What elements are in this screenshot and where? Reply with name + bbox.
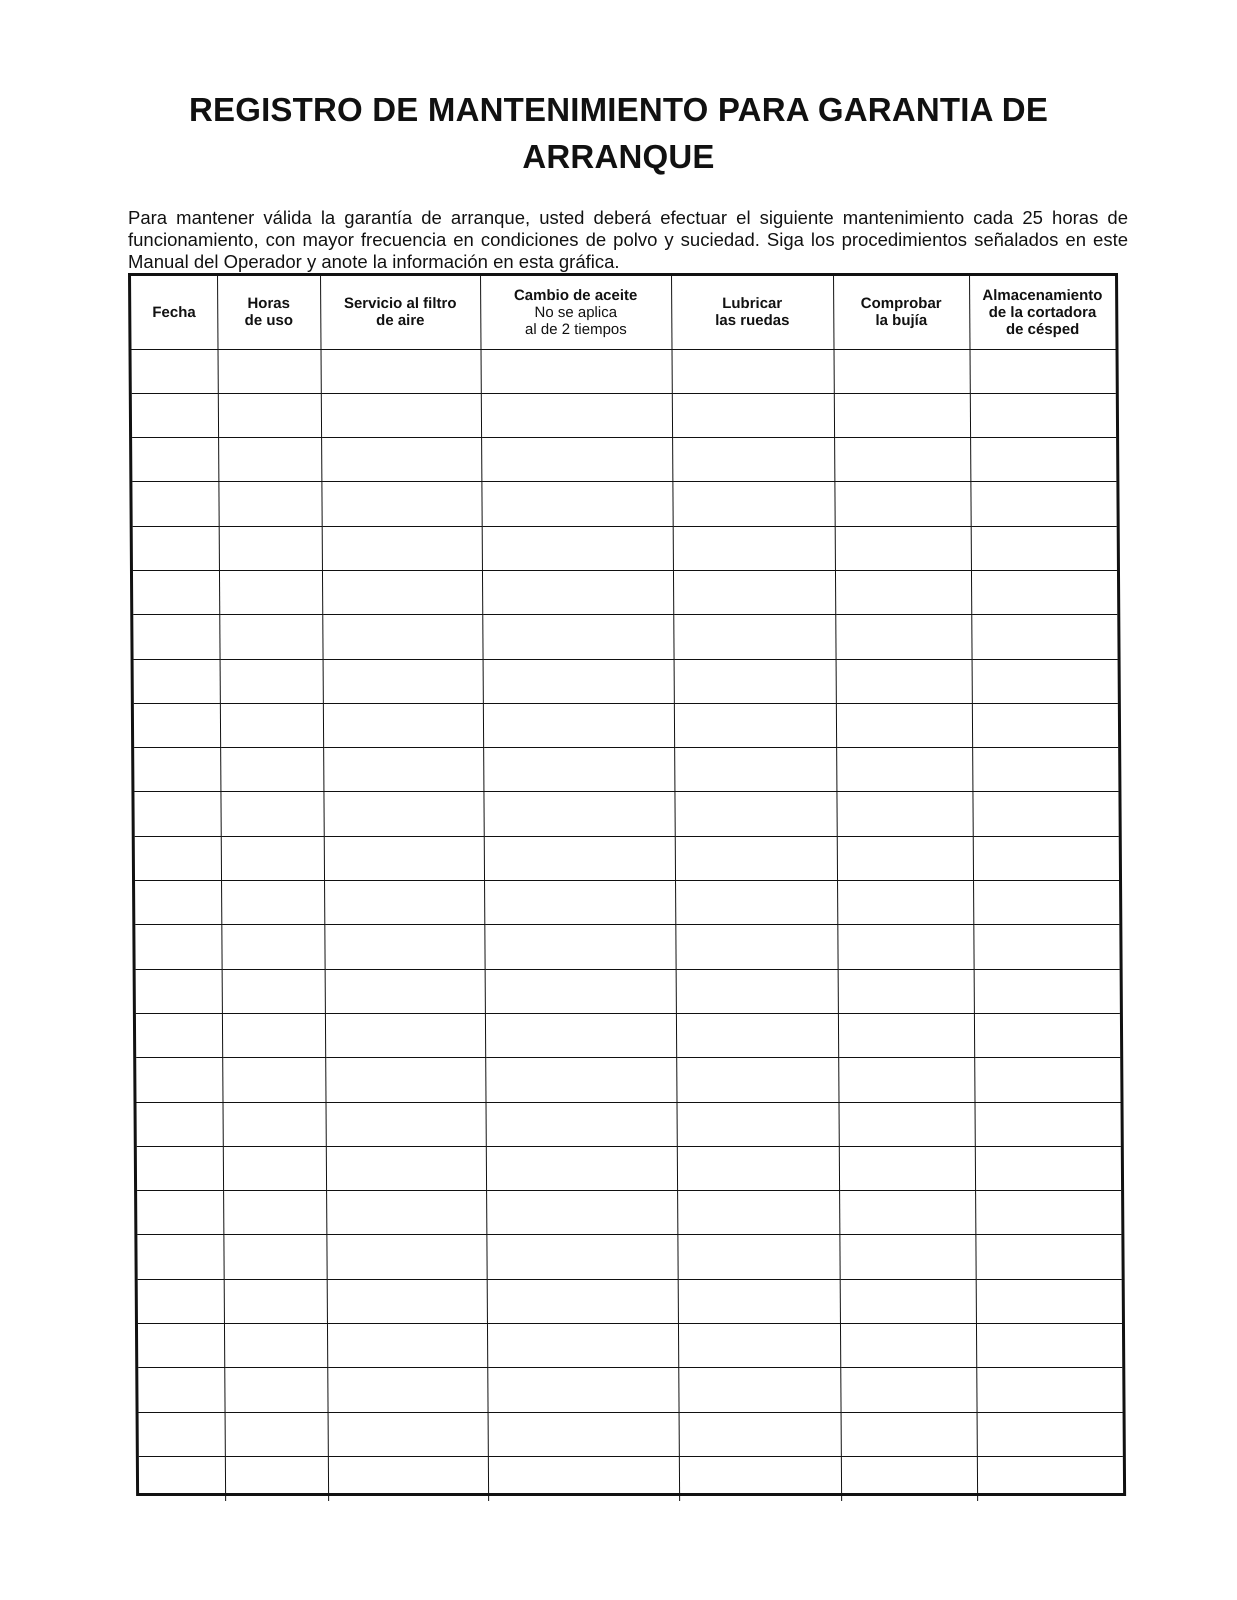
entry-cell[interactable]: [485, 969, 676, 1013]
entry-cell[interactable]: [138, 1368, 224, 1412]
entry-cell[interactable]: [676, 969, 838, 1013]
entry-cell[interactable]: [673, 615, 835, 659]
table-row: [133, 615, 1117, 659]
entry-cell[interactable]: [976, 1279, 1122, 1323]
entry-cell[interactable]: [137, 1191, 223, 1235]
entry-cell[interactable]: [321, 438, 481, 482]
entry-cell[interactable]: [676, 1058, 838, 1102]
table-row: [135, 881, 1119, 925]
entry-cell[interactable]: [133, 526, 219, 570]
entry-cell[interactable]: [836, 792, 972, 836]
table-row: [136, 1102, 1120, 1146]
entry-cell[interactable]: [324, 881, 484, 925]
entry-cell[interactable]: [324, 836, 484, 880]
entry-cell[interactable]: [839, 1191, 975, 1235]
log-body: [132, 349, 1124, 1501]
table-row: [137, 1191, 1121, 1235]
entry-cell[interactable]: [218, 438, 321, 482]
entry-cell[interactable]: [838, 1013, 974, 1057]
table-row: [132, 438, 1116, 482]
entry-cell[interactable]: [675, 925, 837, 969]
entry-cell[interactable]: [219, 526, 322, 570]
entry-cell[interactable]: [481, 482, 672, 526]
entry-cell[interactable]: [974, 1013, 1120, 1057]
entry-cell[interactable]: [675, 881, 837, 925]
header-aceite-note-1: No se aplica: [534, 303, 618, 321]
entry-cell[interactable]: [975, 1146, 1121, 1190]
entry-cell[interactable]: [483, 703, 674, 747]
entry-cell[interactable]: [676, 1102, 838, 1146]
entry-cell[interactable]: [481, 438, 672, 482]
table-row: [138, 1368, 1122, 1412]
entry-cell[interactable]: [482, 570, 673, 614]
entry-cell[interactable]: [137, 1146, 223, 1190]
table-row: [138, 1324, 1122, 1368]
header-aceite-line-1: Cambio de aceite: [513, 286, 638, 304]
entry-cell[interactable]: [220, 792, 323, 836]
entry-cell[interactable]: [970, 438, 1116, 482]
table-row: [137, 1146, 1121, 1190]
header-bujia-line-1: Comprobar: [860, 295, 942, 313]
entry-cell[interactable]: [135, 925, 221, 969]
entry-cell[interactable]: [485, 1058, 676, 1102]
entry-cell[interactable]: [678, 1279, 840, 1323]
entry-cell[interactable]: [222, 1013, 325, 1057]
entry-cell[interactable]: [972, 659, 1118, 703]
entry-cell[interactable]: [973, 836, 1119, 880]
entry-cell[interactable]: [840, 1279, 976, 1323]
table-row: [134, 703, 1118, 747]
entry-cell[interactable]: [220, 659, 323, 703]
entry-cell[interactable]: [486, 1146, 677, 1190]
entry-cell[interactable]: [973, 881, 1119, 925]
table-row: [132, 482, 1116, 526]
table-row: [138, 1279, 1122, 1323]
entry-cell[interactable]: [224, 1324, 327, 1368]
entry-cell[interactable]: [972, 703, 1118, 747]
entry-cell[interactable]: [224, 1368, 327, 1412]
entry-cell[interactable]: [970, 393, 1116, 437]
entry-cell[interactable]: [481, 349, 672, 393]
entry-cell[interactable]: [975, 1235, 1121, 1279]
entry-cell[interactable]: [836, 703, 972, 747]
table-row: [133, 570, 1117, 614]
entry-cell[interactable]: [838, 1058, 974, 1102]
entry-cell[interactable]: [835, 526, 971, 570]
entry-cell[interactable]: [135, 836, 221, 880]
entry-cell[interactable]: [837, 925, 973, 969]
entry-cell[interactable]: [484, 925, 675, 969]
table-row: [134, 748, 1118, 792]
entry-cell[interactable]: [974, 1058, 1120, 1102]
entry-cell[interactable]: [837, 836, 973, 880]
entry-cell[interactable]: [137, 1235, 223, 1279]
entry-cell[interactable]: [323, 659, 483, 703]
entry-cell[interactable]: [222, 1102, 325, 1146]
title-line-1: REGISTRO DE MANTENIMIENTO PARA GARANTIA DE: [188, 91, 1049, 128]
entry-cell[interactable]: [328, 1456, 488, 1500]
entry-cell[interactable]: [834, 393, 970, 437]
entry-cell[interactable]: [677, 1191, 839, 1235]
entry-cell[interactable]: [484, 836, 675, 880]
entry-cell[interactable]: [674, 792, 836, 836]
entry-cell[interactable]: [839, 1235, 975, 1279]
entry-cell[interactable]: [136, 1058, 222, 1102]
entry-cell[interactable]: [218, 482, 321, 526]
entry-cell[interactable]: [323, 703, 483, 747]
page-title: [100, 86, 1137, 180]
entry-cell[interactable]: [672, 482, 834, 526]
entry-cell[interactable]: [974, 969, 1120, 1013]
table-row: [136, 1013, 1120, 1057]
entry-cell[interactable]: [327, 1279, 487, 1323]
entry-cell[interactable]: [483, 659, 674, 703]
entry-cell[interactable]: [482, 526, 673, 570]
entry-cell[interactable]: [838, 1102, 974, 1146]
maintenance-log-table: [128, 273, 1126, 1496]
entry-cell[interactable]: [221, 836, 324, 880]
entry-cell[interactable]: [224, 1279, 327, 1323]
entry-cell[interactable]: [222, 1058, 325, 1102]
entry-cell[interactable]: [326, 1146, 486, 1190]
header-fecha: [131, 276, 217, 349]
entry-cell[interactable]: [225, 1456, 328, 1500]
entry-cell[interactable]: [835, 615, 971, 659]
entry-cell[interactable]: [223, 1146, 326, 1190]
entry-cell[interactable]: [679, 1412, 841, 1456]
entry-cell[interactable]: [838, 969, 974, 1013]
header-ruedas: [671, 276, 833, 349]
entry-cell[interactable]: [221, 925, 324, 969]
entry-cell[interactable]: [970, 349, 1116, 393]
entry-cell[interactable]: [486, 1191, 677, 1235]
entry-cell[interactable]: [485, 1102, 676, 1146]
entry-cell[interactable]: [134, 792, 220, 836]
entry-cell[interactable]: [218, 349, 321, 393]
entry-cell[interactable]: [487, 1324, 678, 1368]
entry-cell[interactable]: [325, 1058, 485, 1102]
entry-cell[interactable]: [326, 1191, 486, 1235]
entry-cell[interactable]: [139, 1456, 225, 1500]
table-row: [135, 925, 1119, 969]
entry-cell[interactable]: [840, 1324, 976, 1368]
header-fecha-label: Fecha: [152, 303, 196, 321]
entry-cell[interactable]: [322, 570, 482, 614]
entry-cell[interactable]: [834, 349, 970, 393]
header-horas-line-1: Horas: [247, 295, 291, 313]
entry-cell[interactable]: [674, 703, 836, 747]
entry-cell[interactable]: [136, 1102, 222, 1146]
entry-cell[interactable]: [481, 393, 672, 437]
entry-cell[interactable]: [488, 1412, 679, 1456]
entry-cell[interactable]: [138, 1279, 224, 1323]
entry-cell[interactable]: [132, 482, 218, 526]
entry-cell[interactable]: [841, 1412, 977, 1456]
header-horas: [217, 276, 320, 349]
entry-cell[interactable]: [323, 792, 483, 836]
header-almacenamiento: [969, 276, 1115, 349]
table-row: [136, 1058, 1120, 1102]
table-row: [133, 526, 1117, 570]
header-almacenamiento-line-3: de césped: [1005, 320, 1080, 338]
table-row: [134, 792, 1118, 836]
header-aceite-note-2: al de 2 tiempos: [524, 320, 627, 338]
entry-cell[interactable]: [484, 881, 675, 925]
entry-cell[interactable]: [679, 1456, 841, 1500]
entry-cell[interactable]: [977, 1412, 1123, 1456]
entry-cell[interactable]: [672, 349, 834, 393]
entry-cell[interactable]: [223, 1191, 326, 1235]
entry-cell[interactable]: [678, 1324, 840, 1368]
table-row: [136, 969, 1120, 1013]
entry-cell[interactable]: [839, 1146, 975, 1190]
entry-cell[interactable]: [976, 1368, 1122, 1412]
entry-cell[interactable]: [485, 1013, 676, 1057]
entry-cell[interactable]: [970, 482, 1116, 526]
entry-cell[interactable]: [676, 1013, 838, 1057]
header-aceite: [480, 276, 671, 349]
entry-cell[interactable]: [971, 615, 1117, 659]
entry-cell[interactable]: [837, 881, 973, 925]
header-filtro: [320, 276, 480, 349]
table-row: [139, 1412, 1123, 1456]
table-row: [139, 1456, 1123, 1500]
entry-cell[interactable]: [974, 1102, 1120, 1146]
header-filtro-line-2: de aire: [376, 312, 425, 330]
header-horas-line-2: de uso: [244, 312, 294, 330]
entry-cell[interactable]: [836, 748, 972, 792]
entry-cell[interactable]: [673, 570, 835, 614]
entry-cell[interactable]: [482, 615, 673, 659]
title-line-2: ARRANQUE: [522, 138, 715, 175]
entry-cell[interactable]: [487, 1279, 678, 1323]
entry-cell[interactable]: [221, 881, 324, 925]
entry-cell[interactable]: [972, 792, 1118, 836]
entry-cell[interactable]: [973, 925, 1119, 969]
entry-cell[interactable]: [132, 438, 218, 482]
header-bujia-line-2: la bujía: [875, 312, 928, 330]
entry-cell[interactable]: [133, 615, 219, 659]
entry-cell[interactable]: [672, 393, 834, 437]
entry-cell[interactable]: [139, 1412, 225, 1456]
entry-cell[interactable]: [325, 969, 485, 1013]
entry-cell[interactable]: [132, 349, 218, 393]
entry-cell[interactable]: [487, 1368, 678, 1412]
entry-cell[interactable]: [321, 393, 481, 437]
entry-cell[interactable]: [327, 1324, 487, 1368]
entry-cell[interactable]: [325, 1013, 485, 1057]
entry-cell[interactable]: [971, 570, 1117, 614]
entry-cell[interactable]: [133, 570, 219, 614]
entry-cell[interactable]: [674, 659, 836, 703]
entry-cell[interactable]: [975, 1191, 1121, 1235]
table-row: [135, 836, 1119, 880]
entry-cell[interactable]: [218, 393, 321, 437]
entry-cell[interactable]: [977, 1456, 1123, 1500]
header-bujia: [833, 276, 969, 349]
entry-cell[interactable]: [840, 1368, 976, 1412]
table-row: [137, 1235, 1121, 1279]
entry-cell[interactable]: [486, 1235, 677, 1279]
entry-cell[interactable]: [834, 482, 970, 526]
entry-cell[interactable]: [135, 881, 221, 925]
entry-cell[interactable]: [841, 1456, 977, 1500]
entry-cell[interactable]: [836, 659, 972, 703]
entry-cell[interactable]: [134, 659, 220, 703]
entry-cell[interactable]: [326, 1235, 486, 1279]
entry-cell[interactable]: [677, 1146, 839, 1190]
entry-cell[interactable]: [220, 703, 323, 747]
entry-cell[interactable]: [674, 748, 836, 792]
entry-cell[interactable]: [327, 1368, 487, 1412]
intro-paragraph: Para mantener válida la garantía de arranque, usted deberá efectuar el siguiente mantenimiento cada 25 horas de funcionamiento, con mayor frecuencia en condiciones de polvo y suciedad. Siga los procedimientos señalados en este Manual del Operador y anote la información en esta gráfica.: [128, 207, 1128, 272]
header-almacenamiento-line-1: Almacenamiento: [982, 286, 1103, 304]
entry-cell[interactable]: [976, 1324, 1122, 1368]
table-row: [132, 349, 1116, 393]
entry-cell[interactable]: [971, 526, 1117, 570]
entry-cell[interactable]: [136, 969, 222, 1013]
entry-cell[interactable]: [972, 748, 1118, 792]
entry-cell[interactable]: [328, 1412, 488, 1456]
entry-cell[interactable]: [834, 438, 970, 482]
entry-cell[interactable]: [321, 482, 481, 526]
entry-cell[interactable]: [322, 526, 482, 570]
entry-cell[interactable]: [225, 1412, 328, 1456]
entry-cell[interactable]: [675, 836, 837, 880]
entry-cell[interactable]: [220, 748, 323, 792]
header-filtro-line-1: Servicio al filtro: [343, 295, 457, 313]
entry-cell[interactable]: [483, 792, 674, 836]
entry-cell[interactable]: [677, 1235, 839, 1279]
entry-cell[interactable]: [321, 349, 481, 393]
entry-cell[interactable]: [672, 438, 834, 482]
entry-cell[interactable]: [673, 526, 835, 570]
entry-cell[interactable]: [222, 969, 325, 1013]
entry-cell[interactable]: [134, 703, 220, 747]
table-row: [134, 659, 1118, 703]
entry-cell[interactable]: [138, 1324, 224, 1368]
entry-cell[interactable]: [324, 925, 484, 969]
entry-cell[interactable]: [678, 1368, 840, 1412]
entry-cell[interactable]: [219, 570, 322, 614]
header-ruedas-line-1: Lubricar: [722, 295, 783, 313]
header-almacenamiento-line-2: de la cortadora: [988, 303, 1097, 321]
entry-cell[interactable]: [219, 615, 322, 659]
entry-cell[interactable]: [323, 748, 483, 792]
entry-cell[interactable]: [132, 393, 218, 437]
entry-cell[interactable]: [835, 570, 971, 614]
entry-cell[interactable]: [223, 1235, 326, 1279]
entry-cell[interactable]: [325, 1102, 485, 1146]
entry-cell[interactable]: [134, 748, 220, 792]
header-ruedas-line-2: las ruedas: [715, 312, 790, 330]
entry-cell[interactable]: [488, 1456, 679, 1500]
table-row: [132, 393, 1116, 437]
entry-cell[interactable]: [322, 615, 482, 659]
entry-cell[interactable]: [483, 748, 674, 792]
header-row: [131, 276, 1115, 349]
entry-cell[interactable]: [136, 1013, 222, 1057]
